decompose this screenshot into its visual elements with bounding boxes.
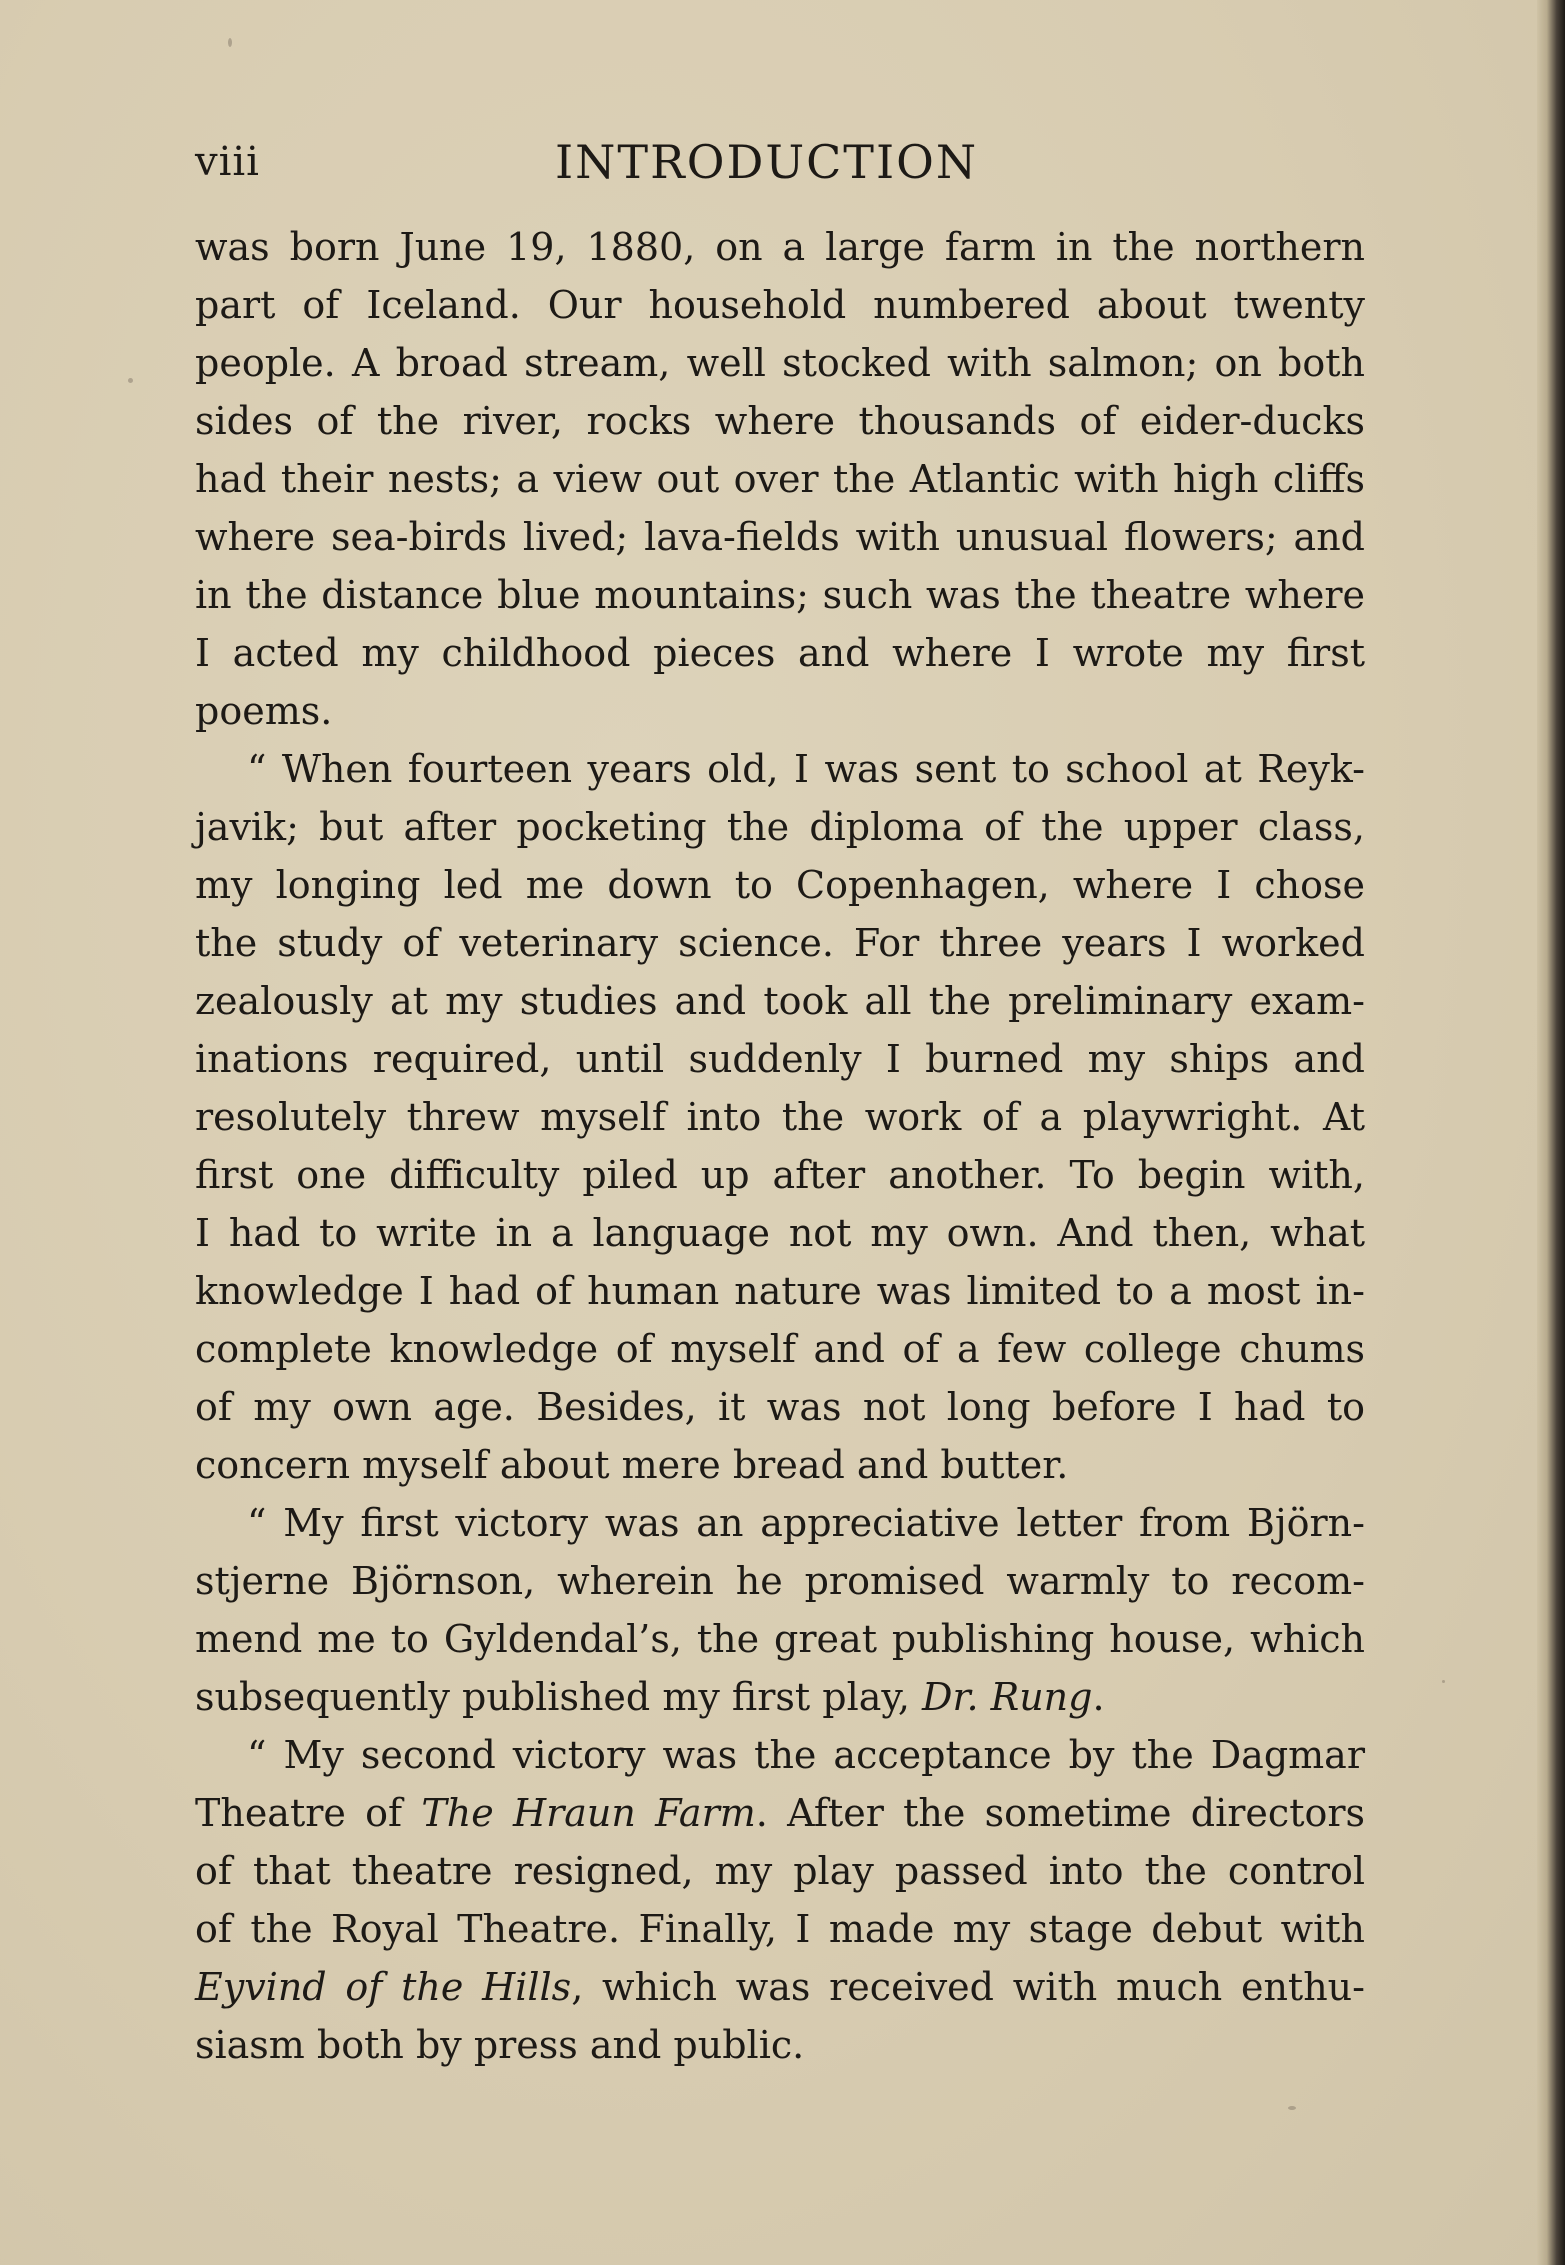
text-line [195, 1958, 1365, 2016]
text-line: “ My second victory was the acceptance by the Dagmar [247, 1733, 1365, 1777]
text-line: poems. [195, 689, 333, 733]
text-line: in the distance blue mountains; such was the theatre where [195, 573, 1365, 617]
play-title: Dr. Rung [921, 1675, 1093, 1719]
text-line: people. A broad stream, well stocked with salmon; on both [195, 341, 1365, 385]
text-line: of the Royal Theatre. Finally, I made my stage debut with [195, 1907, 1365, 1951]
text-run: . After the sometime directors [755, 1791, 1366, 1835]
text-line: “ When fourteen years old, I was sent to school at Reyk- [247, 747, 1365, 791]
text-line: complete knowledge of myself and of a few college chums [195, 1327, 1365, 1371]
text-line: concern myself about mere bread and butter. [195, 1443, 1069, 1487]
page-edge-shadow [1537, 0, 1565, 2265]
text-line: was born June 19, 1880, on a large farm in the northern [195, 225, 1365, 269]
text-run: subsequently published my first play, [195, 1675, 922, 1719]
text-line: where sea-birds lived; lava-fields with unusual flowers; and [195, 515, 1365, 559]
text-line: inations required, until suddenly I burned my ships and [195, 1037, 1365, 1081]
text-line: zealously at my studies and took all the preliminary exam- [195, 979, 1365, 1023]
text-run: . [1092, 1675, 1105, 1719]
text-line [195, 1668, 1365, 1726]
text-run: , which was received with much enthu- [571, 1965, 1365, 2009]
text-run: Theatre of [195, 1791, 422, 1835]
text-line: stjerne Björnson, wherein he promised warmly to recom- [195, 1559, 1365, 1603]
text-line: siasm both by press and public. [195, 2023, 805, 2067]
text-line: of that theatre resigned, my play passed into the control [195, 1849, 1365, 1893]
paper-speck [1288, 2106, 1296, 2110]
text-line [195, 1784, 1365, 1842]
text-line: I had to write in a language not my own. And then, what [195, 1211, 1365, 1255]
running-head [195, 132, 1365, 192]
text-line: javik; but after pocketing the diploma of the upper class, [195, 805, 1365, 849]
play-title: The Hraun Farm [421, 1791, 756, 1835]
text-line: had their nests; a view out over the Atlantic with high cliffs [195, 457, 1365, 501]
body-text [195, 218, 1365, 2074]
text-line: I acted my childhood pieces and where I wrote my first [195, 631, 1365, 675]
paper-speck [228, 38, 232, 47]
page-number: viii [195, 139, 260, 185]
text-line: sides of the river, rocks where thousands of eider-ducks [195, 399, 1365, 443]
text-line: part of Iceland. Our household numbered about twenty [195, 283, 1365, 327]
paper-speck [128, 378, 133, 383]
play-title: Eyvind of the Hills [195, 1965, 572, 2009]
text-line: my longing led me down to Copenhagen, where I chose [195, 863, 1365, 907]
text-line: knowledge I had of human nature was limited to a most in- [195, 1269, 1365, 1313]
text-line: “ My first victory was an appreciative letter from Björn- [247, 1501, 1365, 1545]
book-page [195, 0, 1365, 2265]
paper-speck [1442, 1680, 1445, 1683]
text-line: resolutely threw myself into the work of a playwright. At [195, 1095, 1365, 1139]
text-line: the study of veterinary science. For three years I worked [195, 921, 1365, 965]
running-title: INTRODUCTION [555, 135, 979, 189]
text-line: first one difficulty piled up after another. To begin with, [195, 1153, 1365, 1197]
text-line: of my own age. Besides, it was not long before I had to [195, 1385, 1365, 1429]
text-line: mend me to Gyldendal’s, the great publishing house, which [195, 1617, 1365, 1661]
